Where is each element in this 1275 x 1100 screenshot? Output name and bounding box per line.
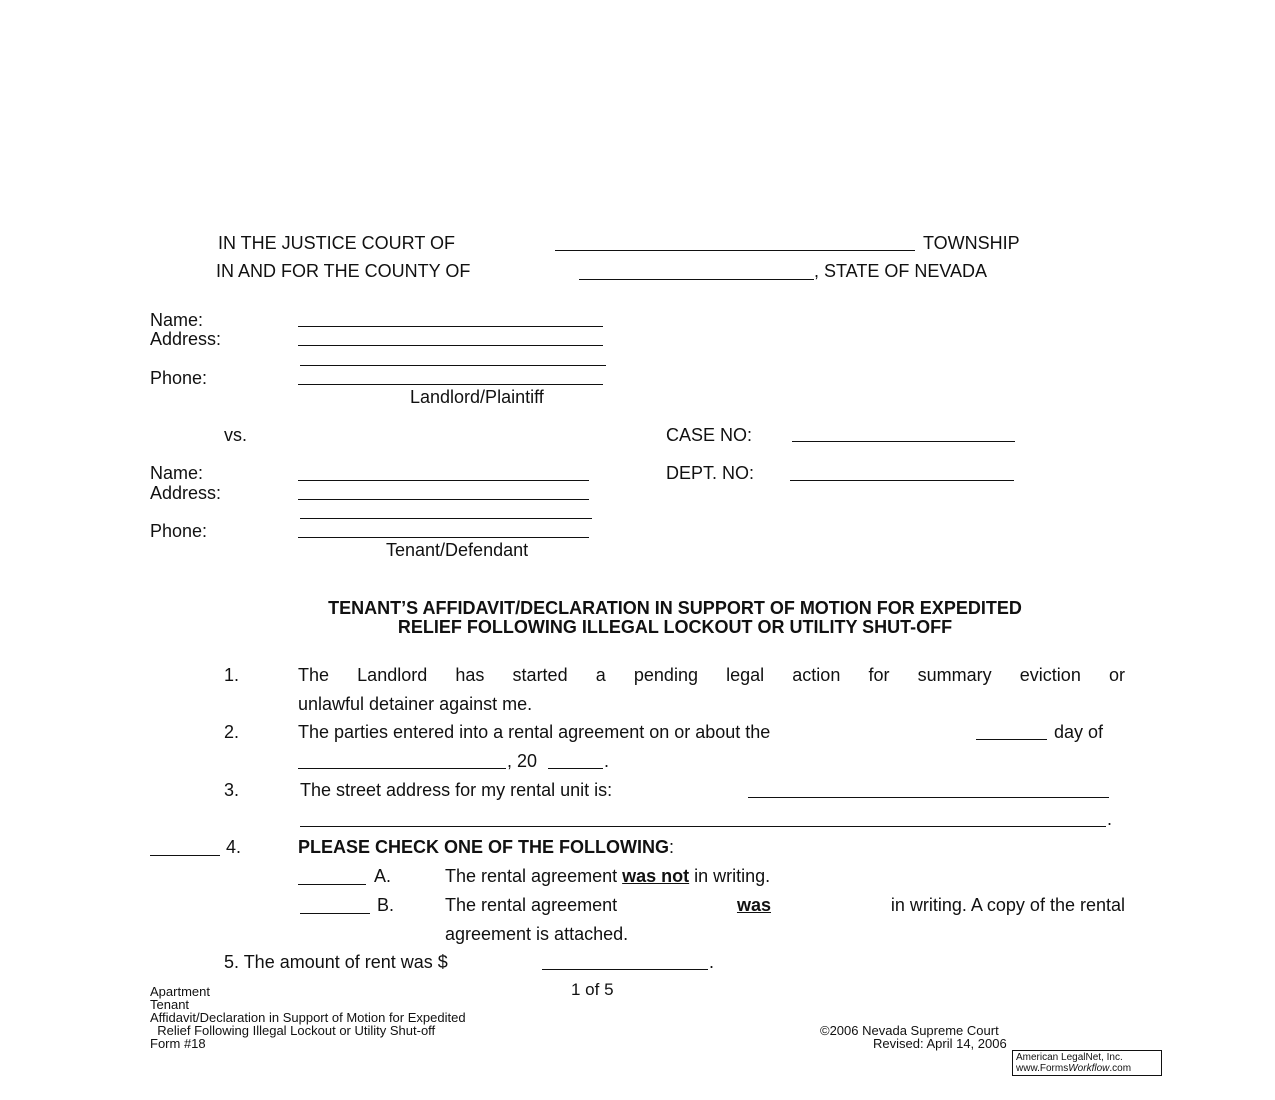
plaintiff-name-label: Name: — [150, 310, 204, 330]
plaintiff-address-field-2[interactable] — [300, 365, 606, 366]
item-2-year-prefix: , 20 — [507, 751, 538, 771]
item-3-number: 3. — [224, 780, 240, 800]
plaintiff-phone-field[interactable] — [298, 384, 603, 385]
defendant-phone-label: Phone: — [150, 521, 208, 541]
case-no-label: CASE NO: — [666, 425, 753, 445]
item-2-day-of: day of — [1054, 722, 1104, 742]
option-a-emphasis: was not — [622, 866, 690, 886]
county-field[interactable] — [579, 279, 814, 280]
rent-amount-field[interactable] — [542, 969, 708, 970]
case-no-field[interactable] — [792, 441, 1015, 442]
state-label: , STATE OF NEVADA — [814, 261, 988, 281]
item-5-text: 5. The amount of rent was $ — [224, 952, 448, 972]
defendant-role: Tenant/Defendant — [386, 540, 529, 560]
rental-address-field-2[interactable] — [300, 826, 1106, 827]
item-4-number: 4. — [226, 837, 242, 857]
agreement-month-field[interactable] — [298, 768, 506, 769]
plaintiff-address-field-1[interactable] — [298, 345, 603, 346]
plaintiff-role: Landlord/Plaintiff — [410, 387, 544, 407]
item-2-period: . — [604, 751, 610, 771]
option-b-text-line1: The rental agreement was in writing. A copy of the rental — [445, 895, 1125, 915]
footer-revised: Revised: April 14, 2006 — [873, 1036, 1007, 1051]
item-4-heading: PLEASE CHECK ONE OF THE FOLLOWING — [298, 837, 670, 857]
item-2-number: 2. — [224, 722, 240, 742]
publisher-url[interactable]: www.FormsWorkflow.com — [1016, 1063, 1132, 1074]
rental-address-field-1[interactable] — [748, 797, 1109, 798]
defendant-address-field-2[interactable] — [300, 518, 592, 519]
option-b-check-field[interactable] — [300, 913, 370, 914]
dept-no-label: DEPT. NO: — [666, 463, 755, 483]
footer-copyright: ©2006 Nevada Supreme Court — [820, 1023, 999, 1038]
item-3-text: The street address for my rental unit is: — [300, 780, 613, 800]
dept-no-field[interactable] — [790, 480, 1014, 481]
defendant-address-label: Address: — [150, 483, 222, 503]
defendant-name-field[interactable] — [298, 480, 589, 481]
defendant-phone-field[interactable] — [298, 537, 589, 538]
item-5-period: . — [709, 952, 715, 972]
publisher-badge — [1012, 1050, 1162, 1076]
plaintiff-address-label: Address: — [150, 329, 222, 349]
footer-form-title-2: Relief Following Illegal Lockout or Utility Shut-off — [150, 1023, 436, 1038]
option-a-letter: A. — [374, 866, 392, 886]
item-1-text-line2: unlawful detainer against me. — [298, 694, 533, 714]
item-4-colon: : — [669, 837, 675, 857]
item-1-number: 1. — [224, 665, 240, 685]
option-a-check-field[interactable] — [298, 884, 366, 885]
item-2-text: The parties entered into a rental agreement on or about the — [298, 722, 771, 742]
publisher-name: American LegalNet, Inc. — [1016, 1052, 1123, 1063]
option-a-text: The rental agreement was not in writing. — [445, 866, 771, 886]
defendant-name-label: Name: — [150, 463, 204, 483]
option-b-text-line2: agreement is attached. — [445, 924, 629, 944]
court-caption-line1: IN THE JUSTICE COURT OF — [218, 233, 456, 253]
versus-label: vs. — [224, 425, 248, 445]
township-label: TOWNSHIP — [923, 233, 1020, 253]
township-field[interactable] — [555, 250, 915, 251]
court-caption-line2: IN AND FOR THE COUNTY OF — [216, 261, 471, 281]
agreement-day-field[interactable] — [976, 739, 1047, 740]
footer-subcategory: Tenant — [150, 997, 190, 1012]
document-title-line1: TENANT’S AFFIDAVIT/DECLARATION IN SUPPORT OF MOTION FOR EXPEDITED — [328, 598, 1022, 618]
footer-form-title-1: Affidavit/Declaration in Support of Motion for Expedited — [150, 1010, 466, 1025]
agreement-year-field[interactable] — [548, 768, 603, 769]
option-b-letter: B. — [377, 895, 395, 915]
plaintiff-phone-label: Phone: — [150, 368, 208, 388]
document-title-line2: RELIEF FOLLOWING ILLEGAL LOCKOUT OR UTILITY SHUT-OFF — [397, 617, 953, 637]
page-number: 1 of 5 — [571, 980, 614, 999]
item-4-check-field[interactable] — [150, 855, 220, 856]
plaintiff-name-field[interactable] — [298, 326, 603, 327]
option-b-emphasis: was — [736, 895, 771, 915]
footer-category: Apartment — [150, 984, 210, 999]
item-3-period: . — [1107, 809, 1113, 829]
item-1-text-line1: The Landlord has started a pending legal action for summary eviction or — [298, 665, 1125, 685]
footer-form-number: Form #18 — [150, 1036, 206, 1051]
defendant-address-field-1[interactable] — [298, 499, 589, 500]
